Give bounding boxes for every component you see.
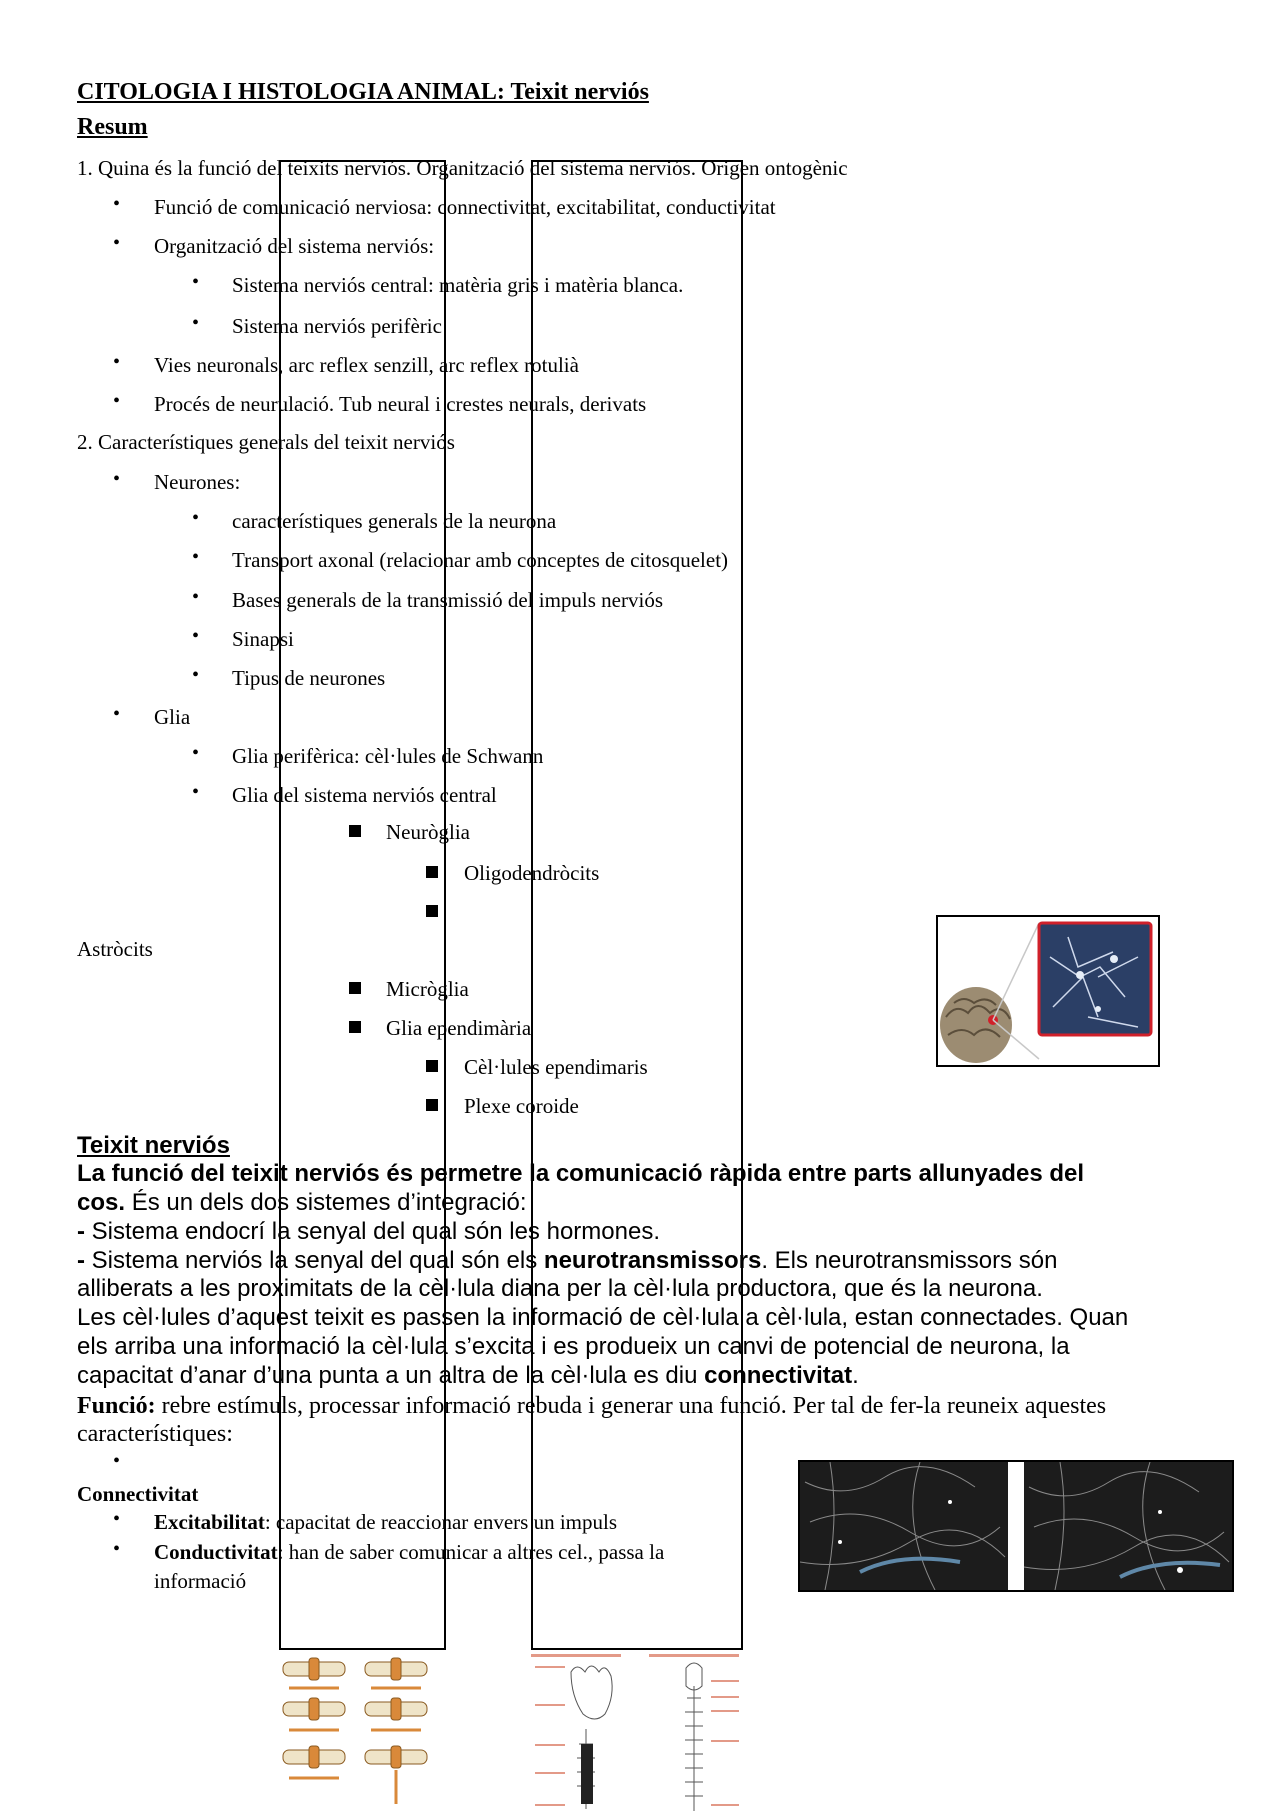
paragraph-line: alliberats a les proximitats de la cèl·lula diana per la cèl·lula productora, que és la neurona. xyxy=(77,1275,1043,1302)
outline-subitem: Tipus de neurones xyxy=(232,666,386,690)
outline-subitem: Glia perifèrica: cèl·lules de Schwann xyxy=(232,744,544,768)
outline-item: Glia xyxy=(154,705,191,729)
overlay-frame-left xyxy=(279,160,446,1650)
outline-subitem: Bases generals de la transmissió del impuls nerviós xyxy=(232,588,664,612)
brain-illustration-icon xyxy=(938,917,1158,1065)
bullet-dot-icon: • xyxy=(113,703,121,725)
bullet-dot-icon: • xyxy=(192,507,200,529)
outline-level3: Neuròglia xyxy=(386,820,470,844)
text-span: És un dels dos sistemes d’integració: xyxy=(125,1189,527,1216)
bullet-dot-icon: • xyxy=(113,193,121,215)
paragraph-line: característiques: xyxy=(77,1421,233,1447)
bullet-dot-icon: • xyxy=(192,546,200,568)
document-subtitle: Resum xyxy=(77,114,148,140)
outline-subitem: Transport axonal (relacionar amb conceptes de citosquelet) xyxy=(232,548,729,572)
bold-span: connectivitat xyxy=(704,1362,853,1389)
text-span: . xyxy=(852,1362,859,1389)
overlay-frame-right xyxy=(531,160,743,1650)
outline-level4: Plexe coroide xyxy=(464,1094,579,1118)
bold-span: Excitabilitat xyxy=(154,1510,265,1534)
outline-level4: Cèl·lules ependimaris xyxy=(464,1055,648,1079)
bold-span: cos. xyxy=(77,1189,126,1216)
bullet-dot-icon: • xyxy=(113,1450,121,1472)
outline-subitem: Sinapsi xyxy=(232,627,294,651)
bold-span: neurotransmissors xyxy=(543,1247,762,1274)
outline-item: Vies neuronals, arc reflex senzill, arc reflex rotulià xyxy=(154,353,579,377)
paragraph-line: La funció del teixit nerviós és permetre la comunicació ràpida entre parts allunyades del xyxy=(77,1160,1085,1187)
bullet-dot-icon: • xyxy=(192,664,200,686)
outline-level3: Micròglia xyxy=(386,977,469,1001)
text-span: Sistema endocrí la senyal del qual són les hormones. xyxy=(85,1218,660,1245)
outline-subitem: Sistema nerviós central: matèria gris i matèria blanca. xyxy=(232,273,684,297)
bold-span: Conductivitat xyxy=(154,1540,278,1564)
outline-level4: Oligodendròcits xyxy=(464,861,600,885)
bullet-dot-icon: • xyxy=(113,232,121,254)
text-span: : han de saber comunicar a altres cel., passa la xyxy=(277,1540,665,1564)
characteristic-item-continued: informació xyxy=(154,1569,247,1593)
bullet-dot-icon: • xyxy=(192,586,200,608)
nervous-system-icon xyxy=(531,1654,743,1811)
neural-tissue-micrograph-icon xyxy=(800,1462,1232,1590)
dash-span: - xyxy=(77,1247,85,1274)
nervous-system-diagram xyxy=(531,1654,743,1811)
bullet-dot-icon: • xyxy=(113,468,121,490)
outline-item: Organització del sistema nerviós: xyxy=(154,234,435,258)
brain-neuron-image xyxy=(936,915,1160,1067)
text-span: Sistema nerviós la senyal del qual són els xyxy=(85,1247,544,1274)
text-span: capacitat d’anar d’una punta a un altra de la cèl·lula es diu xyxy=(77,1362,705,1389)
outline-item: Neurones: xyxy=(154,470,241,494)
outline-subitem: Glia del sistema nerviós central xyxy=(232,783,497,807)
section-heading-teixit-nervios: Teixit nerviós xyxy=(77,1132,230,1159)
text-span: . Els neurotransmissors són xyxy=(761,1247,1058,1274)
outline-subitem: Sistema nerviós perifèric xyxy=(232,314,442,338)
paragraph-line: els arriba una informació la cèl·lula s’excita i es produeix un canvi de potencial de neurona, la xyxy=(77,1333,1070,1360)
outline-level4: Astròcits xyxy=(77,937,153,961)
document-title: CITOLOGIA I HISTOLOGIA ANIMAL: Teixit nerviós xyxy=(77,79,649,105)
bullet-dot-icon: • xyxy=(192,625,200,647)
outline-section-1: 1. Quina és la funció del teixits nerviós. Organització del sistema nerviós. Origen ontogènic xyxy=(77,156,848,180)
bullet-dot-icon: • xyxy=(192,271,200,293)
microscopy-image xyxy=(798,1460,1234,1592)
bullet-dot-icon: • xyxy=(192,312,200,334)
bullet-dot-icon: • xyxy=(113,1508,121,1530)
text-span: rebre estímuls, processar informació rebuda i generar una funció. Per tal de fer-la reuneix aquestes xyxy=(155,1393,1107,1419)
dash-span: - xyxy=(77,1218,85,1245)
bullet-dot-icon: • xyxy=(113,1538,121,1560)
bold-span: Funció: xyxy=(77,1393,156,1419)
outline-section-2: 2. Característiques generals del teixit nerviós xyxy=(77,430,455,454)
bullet-dot-icon: • xyxy=(192,742,200,764)
bullet-dot-icon: • xyxy=(113,351,121,373)
neuron-types-icon xyxy=(279,1654,446,1811)
bullet-dot-icon: • xyxy=(113,390,121,412)
bullet-dot-icon: • xyxy=(192,781,200,803)
characteristic-label: Connectivitat xyxy=(77,1482,199,1506)
neuron-types-diagram xyxy=(279,1654,446,1811)
outline-subitem: característiques generals de la neurona xyxy=(232,509,557,533)
outline-item: Procés de neurulació. Tub neural i crestes neurals, derivats xyxy=(154,392,647,416)
text-span: : capacitat de reaccionar envers un impuls xyxy=(264,1510,617,1534)
outline-level3: Glia ependimària xyxy=(386,1016,532,1040)
paragraph-line: Les cèl·lules d’aquest teixit es passen la informació de cèl·lula a cèl·lula, estan connectades. Quan xyxy=(77,1304,1129,1331)
outline-item: Funció de comunicació nerviosa: connectivitat, excitabilitat, conductivitat xyxy=(154,195,776,219)
